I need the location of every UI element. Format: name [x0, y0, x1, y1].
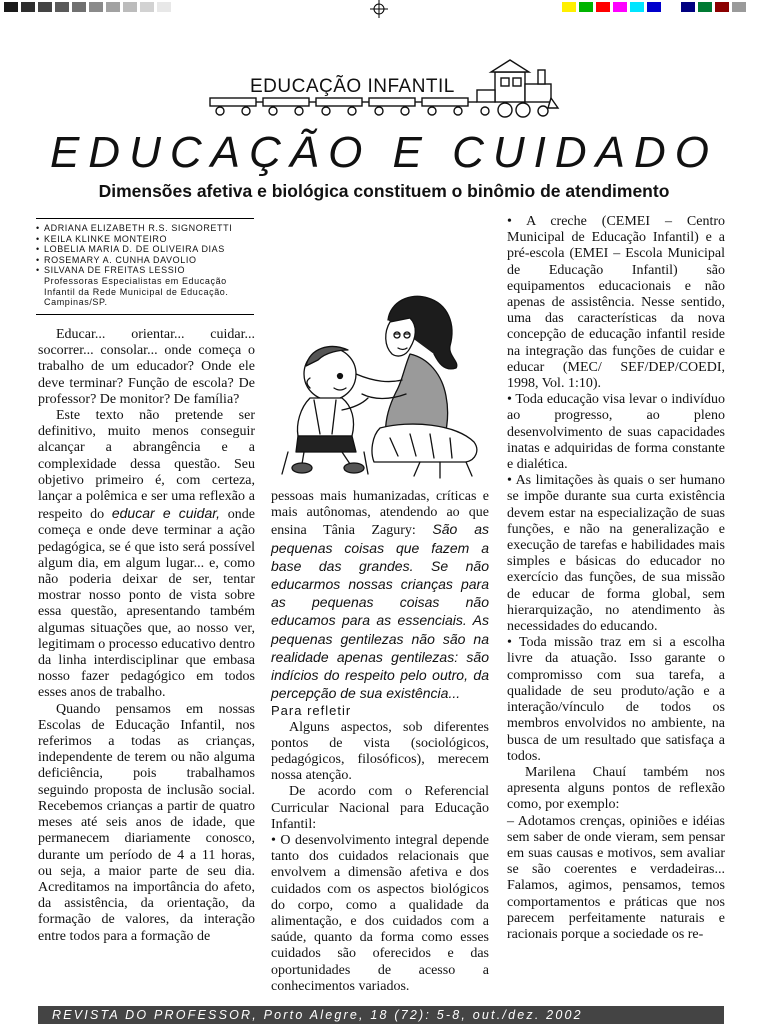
registration-swatch	[681, 2, 695, 12]
registration-swatch	[647, 2, 661, 12]
registration-swatch	[106, 2, 120, 12]
text-column-3	[507, 214, 725, 943]
registration-color-bar	[562, 2, 746, 12]
registration-gray-bar	[4, 2, 171, 12]
author-name: • SILVANA DE FREITAS LESSIO	[36, 265, 254, 276]
text-column-2	[271, 489, 489, 995]
registration-swatch	[89, 2, 103, 12]
registration-swatch	[613, 2, 627, 12]
authors-box	[36, 218, 254, 315]
registration-swatch	[140, 2, 154, 12]
registration-crosshair-icon	[370, 0, 388, 18]
registration-swatch	[596, 2, 610, 12]
registration-swatch	[732, 2, 746, 12]
bullet-paragraph: • Toda missão traz em si a escolha livre da atuação. Isso garante o compromisso com sua tarefa, a qualidade de seu produto/ação e a interação/vínculo de todos os membros envolvidos no ambiente, na busca de um resultado que satisfaça a todos.	[507, 635, 725, 764]
registration-swatch	[698, 2, 712, 12]
paragraph	[271, 489, 489, 703]
text-column-1	[38, 327, 255, 945]
author-name: • LOBELIA MARIA D. DE OLIVEIRA DIAS	[36, 244, 254, 255]
registration-swatch	[4, 2, 18, 12]
article-title: EDUCAÇÃO E CUIDADO	[49, 128, 719, 177]
paragraph-text: onde começa e onde deve terminar a ação pedagógica, se é que isto será possível algum dia, em algum lugar... e, como não poderia deixar de ser, tentar mostrar nosso ponto de vista sobre essa questão, apresentando também algumas situações que, ao nosso ver, legitimam o processo educativo dentro da linha interdisciplinar que embasa nosso fazer pedagógico em todos esses anos de trabalho.	[38, 507, 255, 701]
paragraph: Alguns aspectos, sob diferentes pontos de vista (sociológicos, pedagógicos, filosóficos), merecem nossa atenção.	[271, 719, 489, 784]
paragraph-text: Este texto não pretende ser definitivo, muito menos conseguir alcançar a abrangência e a complexidade dessa questão. Seu objetivo primeiro é, com certeza, lançar a polêmica e ser uma reflexão a respeito do	[38, 408, 255, 523]
registration-swatch	[21, 2, 35, 12]
paragraph: Marilena Chauí também nos apresenta alguns pontos de reflexão como, por exemplo:	[507, 764, 725, 813]
section-title: EDUCAÇÃO INFANTIL	[250, 76, 455, 97]
registration-swatch	[664, 2, 678, 12]
registration-swatch	[579, 2, 593, 12]
bullet-paragraph: • O desenvolvimento integral depende tanto dos cuidados relacionais que envolvem a dimensão afetiva e dos cuidados com os aspectos biológicos do corpo, como a qualidade da alimentação, e dos cuidados com a saúde, quanto da forma como esses cuidados são oferecidos e das oportunidades de acesso a conhecimentos variados.	[271, 833, 489, 994]
paragraph: – Adotamos crenças, opiniões e idéias sem saber de onde vieram, sem pensar em suas causas e motivos, sem avaliar se são coerentes e verdadeiras... Falamos, agimos, pensamos, temos comportamentos e práticas que nos parecem perfeitamente naturais e racionais porque a sociedade os re-	[507, 813, 725, 942]
author-affiliation: Professoras Especialistas em Educação Infantil da Rede Municipal de Educação. Campinas/SP.	[44, 275, 229, 308]
paragraph: Quando pensamos em nossas Escolas de Educação Infantil, nos referimos a todas as crianças, independente de terem ou não alguma deficiência, pois trabalhamos seguindo proposta de inclusão social. Recebemos crianças a partir de quatro meses até seis anos de idade, que permanecem diariamente conosco, durante um período de 4 a 11 horas, ou seja, a maior parte de seu dia. Acreditamos na importância do afeto, da assistência, da orientação, da formação de valores, da interação entre todos para a formação de	[38, 701, 255, 944]
author-list	[36, 223, 254, 276]
section-heading: Para refletir	[271, 703, 352, 719]
registration-swatch	[562, 2, 576, 12]
article-subtitle: Dimensões afetiva e biológica constituem o binômio de atendimento	[98, 181, 670, 201]
paragraph	[38, 408, 255, 702]
author-name: • ROSEMARY A. CUNHA DAVOLIO	[36, 255, 254, 266]
registration-swatch	[55, 2, 69, 12]
registration-swatch	[72, 2, 86, 12]
caregiver-child-illustration	[270, 288, 492, 480]
paragraph: Educar... orientar... cuidar... socorrer... consolar... onde começa o trabalho de um educador? Onde ele deve terminar? Função de escola? De professor? De monitor? De família?	[38, 327, 255, 407]
author-name: • KEILA KLINKE MONTEIRO	[36, 234, 254, 245]
quote-text: São as pequenas coisas que fazem a base das grandes. Se não educarmos nossas crianças para as pequenas coisas não educamos para as essenciais. As pequenas gentilezas não são na realidade apenas gentilezas: são indícios do respeito pelo outro, da percepção de sua existência...	[271, 521, 489, 702]
journal-footer: REVISTA DO PROFESSOR, Porto Alegre, 18 (72): 5-8, out./dez. 2002	[38, 1006, 724, 1024]
registration-swatch	[38, 2, 52, 12]
registration-swatch	[715, 2, 729, 12]
bullet-paragraph: • As limitações às quais o ser humano se impõe durante sua curta existência devem estar na especialização de suas funções, e não na generalização e execução de tarefas e habilidades mais simples e básicas do educador no exercício das funções, de sua missão de educar de forma global, sem hierarquização, no atendimento às necessidades do educando.	[507, 473, 725, 635]
registration-swatch	[630, 2, 644, 12]
registration-swatch	[123, 2, 137, 12]
paragraph: De acordo com o Referencial Curricular Nacional para Educação Infantil:	[271, 784, 489, 832]
paragraph-text: pessoas mais humanizadas, críticas e mais autônomas, atendendo ao que ensina Tânia Zagury:	[271, 489, 489, 539]
bullet-paragraph: • A creche (CEMEI – Centro Municipal de Educação Infantil) e a pré-escola (EMEI – Escola Municipal de Educação Infantil) são equipamentos educacionais e não apenas de assistência. Nesse sentido, uma das características da nova concepção de educação infantil reside na integração das funções de cuidar e educar (MEC/ SEF/DEP/COEDI, 1998, Vol. 1:10).	[507, 214, 725, 392]
bullet-paragraph: • Toda educação visa levar o indivíduo ao progresso, ao pleno desenvolvimento de suas capacidades inatas e adquiridas de forma constante e dialética.	[507, 392, 725, 473]
emphasis-text: educar e cuidar,	[111, 505, 221, 522]
registration-swatch	[157, 2, 171, 12]
author-name: • ADRIANA ELIZABETH R.S. SIGNORETTI	[36, 223, 254, 234]
